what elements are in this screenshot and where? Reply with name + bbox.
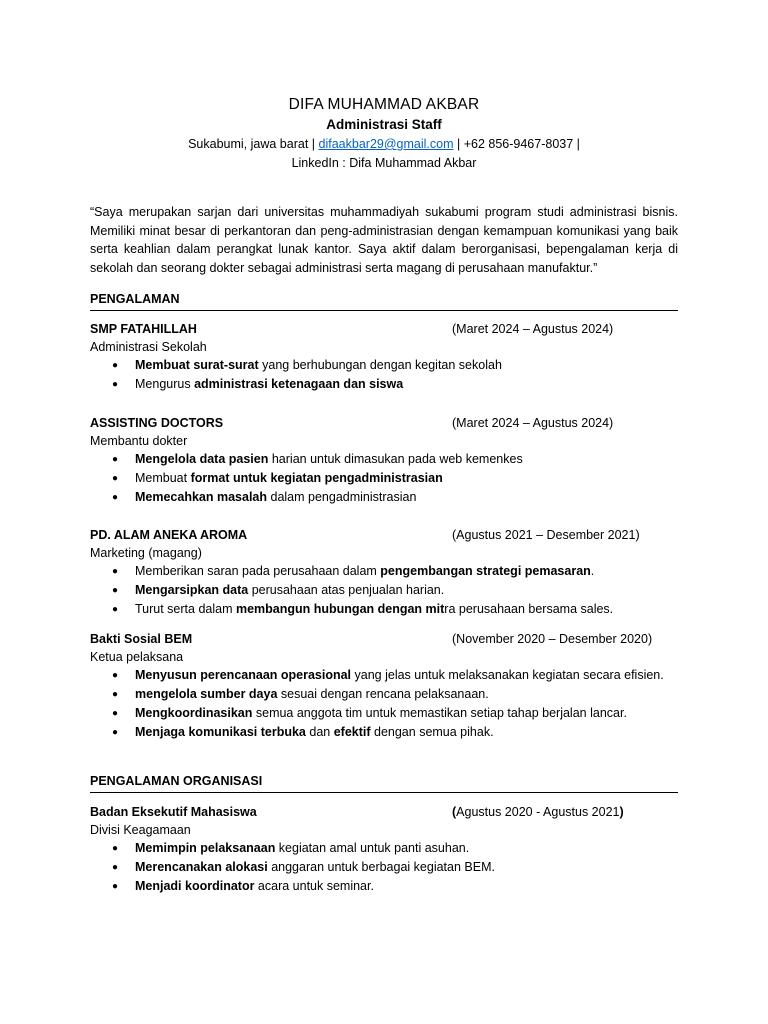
bullet-dot-icon: ● xyxy=(112,379,119,390)
bullet-text: ra perusahaan bersama sales. xyxy=(444,602,614,616)
bullet-text: harian untuk dimasukan pada web kemenkes xyxy=(268,452,523,466)
bullet-dot-icon: ● xyxy=(112,473,119,484)
entry-role: Ketua pelaksana xyxy=(90,650,184,664)
experience-entry xyxy=(90,630,678,742)
bullet-text: dalam pengadministrasian xyxy=(267,490,417,504)
bullet-dot-icon: ● xyxy=(112,604,119,615)
bullet-text-bold: Mengkoordinasikan xyxy=(135,706,253,720)
entry-role: Divisi Keagamaan xyxy=(90,823,191,837)
bullet-item xyxy=(90,723,678,742)
contact-line xyxy=(0,135,768,154)
location-text: Sukabumi, jawa barat | xyxy=(188,137,316,151)
bullet-text-bold: Menjadi koordinator xyxy=(135,879,255,893)
bullet-item xyxy=(90,581,678,600)
bullet-item xyxy=(90,685,678,704)
bullet-text-bold: Membuat surat-surat xyxy=(135,358,259,372)
bullet-text-bold: membangun hubungan dengan mit xyxy=(235,602,445,616)
date-close-paren: ) xyxy=(619,805,624,819)
entry-date: (Agustus 2021 – Desember 2021) xyxy=(452,528,640,542)
bullet-text: semua anggota tim untuk memastikan setiap tahap berjalan lancar. xyxy=(252,706,627,720)
bullet-text-bold: Menyusun perencanaan operasional xyxy=(135,668,352,682)
bullet-dot-icon: ● xyxy=(112,689,119,700)
bullet-text: anggaran untuk berbagai kegiatan BEM. xyxy=(267,860,495,874)
organization-entry xyxy=(90,803,678,896)
bullet-text: . xyxy=(590,564,595,578)
bullet-text: dan xyxy=(305,725,334,739)
bullet-text: acara untuk seminar. xyxy=(254,879,374,893)
entry-title: PD. ALAM ANEKA AROMA xyxy=(90,528,248,542)
bullet-text-bold: Memimpin pelaksanaan xyxy=(135,841,276,855)
bullet-text: Mengurus xyxy=(135,377,195,391)
entry-role: Marketing (magang) xyxy=(90,546,202,560)
entry-title: Badan Eksekutif Mahasiswa xyxy=(90,805,257,819)
entry-role: Administrasi Sekolah xyxy=(90,340,207,354)
resume-header xyxy=(0,95,768,173)
entry-date: (November 2020 – Desember 2020) xyxy=(452,632,653,646)
bullet-text-bold: pengembangan strategi pemasaran xyxy=(380,564,591,578)
email-link[interactable]: difaakbar29@gmail.com xyxy=(318,137,454,151)
linkedin-text: LinkedIn : Difa Muhammad Akbar xyxy=(291,156,477,170)
bullet-text-bold: Mengarsipkan data xyxy=(135,583,249,597)
bullet-text: yang jelas untuk melaksanakan kegiatan secara efisien. xyxy=(351,668,664,682)
bullet-text-bold: Memecahkan masalah xyxy=(135,490,268,504)
bullet-item xyxy=(90,450,678,469)
bullet-text: Memberikan saran pada perusahaan dalam xyxy=(135,564,381,578)
entry-role: Membantu dokter xyxy=(90,434,188,448)
bullet-text: yang berhubungan dengan kegitan sekolah xyxy=(258,358,502,372)
bullet-text-bold: Menjaga komunikasi terbuka xyxy=(135,725,306,739)
bullet-dot-icon: ● xyxy=(112,862,119,873)
bullet-item xyxy=(90,356,678,375)
date-range: Agustus 2020 - Agustus 2021 xyxy=(456,805,620,819)
bullet-text: Membuat xyxy=(135,471,191,485)
bullet-text-bold: mengelola sumber daya xyxy=(135,687,278,701)
entry-date: (Maret 2024 – Agustus 2024) xyxy=(452,322,614,336)
bullet-dot-icon: ● xyxy=(112,670,119,681)
bullet-item xyxy=(90,877,678,896)
entry-title: SMP FATAHILLAH xyxy=(90,322,197,336)
entry-date xyxy=(452,803,624,821)
profile-summary: “Saya merupakan sarjan dari universitas muhammadiyah sukabumi program studi administrasi bisnis. Memiliki minat besar di perkantoran dan peng-administrasian dengan kemampuan komunikasi yang baik serta keahlian dalam perangkat lunak kantor. Saya aktif dalam berorganisasi, bepengalaman kerja di sekolah dan seorang dokter sebagai administrasi serta magang di perusahaan manufaktur.” xyxy=(90,205,678,276)
bullet-item xyxy=(90,858,678,877)
bullet-text: dengan semua pihak. xyxy=(370,725,494,739)
bullet-text-bold: Merencanakan alokasi xyxy=(135,860,268,874)
experience-entry xyxy=(90,320,678,394)
bullet-list xyxy=(90,666,678,742)
bullet-dot-icon: ● xyxy=(112,843,119,854)
candidate-name: DIFA MUHAMMAD AKBAR xyxy=(288,96,480,113)
bullet-item xyxy=(90,600,678,619)
bullet-dot-icon: ● xyxy=(112,881,119,892)
bullet-dot-icon: ● xyxy=(112,727,119,738)
bullet-text-bold: Mengelola data pasien xyxy=(135,452,269,466)
bullet-text: sesuai dengan rencana pelaksanaan. xyxy=(277,687,489,701)
experience-entry xyxy=(90,526,678,619)
bullet-item xyxy=(90,469,678,488)
entry-title: ASSISTING DOCTORS xyxy=(90,416,224,430)
bullet-item xyxy=(90,488,678,507)
bullet-text-bold: administrasi ketenagaan dan siswa xyxy=(194,377,404,391)
bullet-dot-icon: ● xyxy=(112,585,119,596)
entry-date: (Maret 2024 – Agustus 2024) xyxy=(452,416,614,430)
bullet-dot-icon: ● xyxy=(112,708,119,719)
bullet-dot-icon: ● xyxy=(112,360,119,371)
bullet-text-bold: efektif xyxy=(333,725,371,739)
entry-title: Bakti Sosial BEM xyxy=(90,632,193,646)
organization-section-title: PENGALAMAN ORGANISASI xyxy=(90,773,678,793)
bullet-item xyxy=(90,562,678,581)
bullet-item xyxy=(90,839,678,858)
bullet-item xyxy=(90,704,678,723)
bullet-list xyxy=(90,562,678,619)
bullet-text: kegiatan amal untuk panti asuhan. xyxy=(275,841,470,855)
date-open-paren: ( xyxy=(452,805,457,819)
bullet-list xyxy=(90,839,678,896)
bullet-dot-icon: ● xyxy=(112,566,119,577)
experience-entry xyxy=(90,414,678,507)
bullet-list xyxy=(90,450,678,507)
phone-text: | +62 856-9467-8037 | xyxy=(456,137,580,151)
experience-section-title: PENGALAMAN xyxy=(90,291,678,311)
bullet-item xyxy=(90,375,678,394)
bullet-dot-icon: ● xyxy=(112,454,119,465)
bullet-text: Turut serta dalam xyxy=(135,602,236,616)
bullet-dot-icon: ● xyxy=(112,492,119,503)
bullet-text-bold: format untuk kegiatan pengadministrasian xyxy=(190,471,443,485)
bullet-item xyxy=(90,666,678,685)
candidate-role: Administrasi Staff xyxy=(326,117,442,132)
bullet-list xyxy=(90,356,678,394)
bullet-text: perusahaan atas penjualan harian. xyxy=(248,583,445,597)
